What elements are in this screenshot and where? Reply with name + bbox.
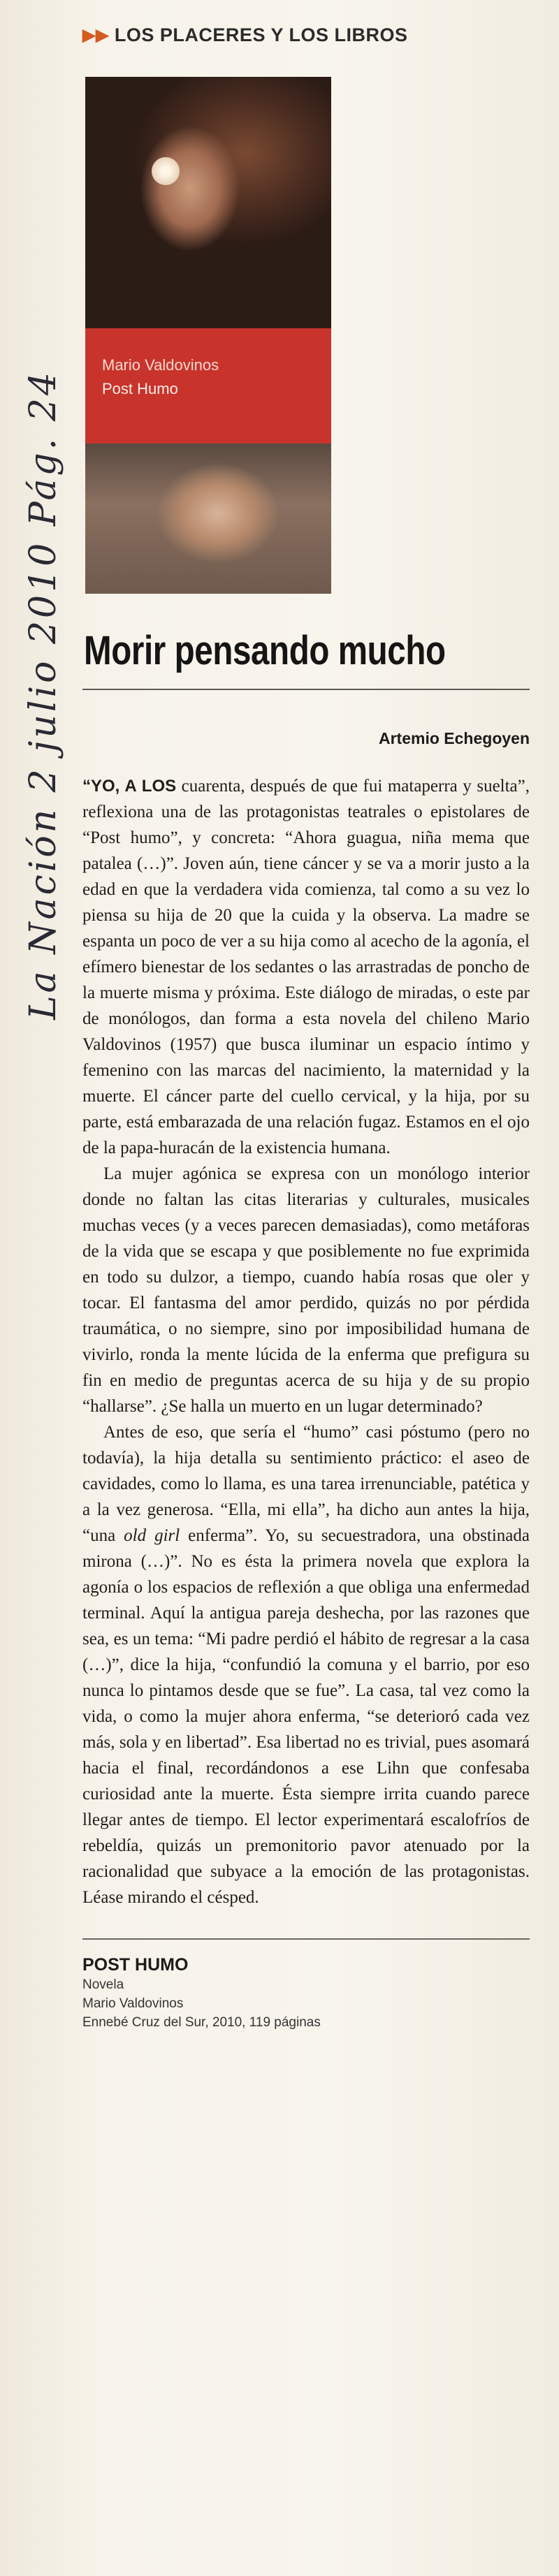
double-arrow-icon: ▶▶ <box>82 25 109 45</box>
paragraph-1 <box>82 773 530 1161</box>
book-info-genre: Novela <box>82 1977 124 1992</box>
paragraph-3 <box>82 1419 530 1910</box>
book-info-publisher: Ennebé Cruz del Sur, 2010, 119 páginas <box>82 2015 321 2030</box>
article-body <box>82 773 530 1910</box>
paragraph-3-emphasis: old girl <box>124 1526 180 1545</box>
book-info-box <box>82 1955 530 2032</box>
article-column <box>82 21 530 2032</box>
book-info-author: Mario Valdovinos <box>82 1996 184 2011</box>
cover-title-band <box>85 328 331 444</box>
section-title: LOS PLACERES Y LOS LIBROS <box>114 24 408 45</box>
flower-icon <box>152 157 180 185</box>
divider <box>82 689 530 690</box>
cover-portrait-bottom <box>85 444 331 594</box>
handwritten-margin-note: La Nación 2 julio 2010 Pág. 24 <box>22 369 64 1020</box>
book-info-title: POST HUMO <box>82 1955 189 1975</box>
section-header <box>82 21 530 49</box>
lead-in: “YO, A LOS <box>82 777 177 796</box>
paragraph-1-text: cuarenta, después de que fui mataperra y suelta”, reflexiona una de las protagonistas teatrales o epistolares de “Post humo”, y concreta: “Ahora guagua, niña mema que patalea (…)”. Joven aún, tiene cáncer y se va a morir justo a la edad en que la verdadera vida comienza, tal como a su vez lo piensa su hija de 20 que la cuida y la observa. La madre se espanta un poco de ver a su hija como al acecho de la agonía, el efímero bienestar de los sedantes o las arrastradas de poncho de la muerte misma y próxima. Este diálogo de miradas, o este par de monólogos, dan forma a esta novela del chileno Mario Valdovinos (1957) que busca iluminar un espacio íntimo y femenino con las marcas del nacimiento, la maternidad y la muerte. El cáncer parte del cuello cervical, y la hija, por su parte, está embarazada de una relación fugaz. Estamos en el ojo de la papa-huracán de la existencia humana. <box>82 777 530 1157</box>
divider <box>82 1938 530 1940</box>
cover-portrait-top <box>85 77 331 328</box>
cover-title: Post Humo <box>102 380 178 397</box>
paragraph-2: La mujer agónica se expresa con un monólogo interior donde no faltan las citas literarias y culturales, musicales muchas veces (y a veces parecen demasiadas), como metáforas de la vida que se escapa y que posiblemente no fue exprimida en todo su dulzor, a tiempo, cuando había rosas que oler y tocar. El fantasma del amor perdido, quizás no por pérdida traumática, o no siempre, sino por imposibilidad humana de vivirlo, ronda la mente lúcida de la enferma que prefigura su fin en medio de preguntas acerca de su hija y de su propio “hallarse”. ¿Se halla un muerto en un lugar determinado? <box>82 1164 530 1416</box>
paragraph-3-text-a: Antes de eso, que sería el “humo” casi póstumo (pero no todavía), la hija detalla su sentimiento práctico: el aseo de cavidades, como lo llama, es una tarea irrenunciable, patética y a la vez generosa. “Ella, mi ella”, ha dicho aun antes la hija, “una <box>82 1423 530 1545</box>
paragraph-3-text-b: enferma”. Yo, su secuestradora, una obstinada mirona (…)”. No es ésta la primera novela que explora la agonía o los espacios de reflexión a que obliga una enfermedad terminal. Aquí la antigua pareja deshecha, por las razones que sea, es un tema: “Mi padre perdió el hábito de regresar a la casa (…)”, dice la hija, “confundió la comuna y el barrio, por eso nunca lo pintamos desde que se fue”. La casa, tal vez como la vida, o como la mujer ahora enferma, “se deterioró cada vez más, sola y en libertad”. Esa libertad no es trivial, pues asomará hacia el final, recordándonos a ese Lihn que confesaba curiosidad ante la muerte. Ésta siempre irrita cuando parece llegar antes de tiempo. El lector experimentará escalofríos de rebeldía, quizás un premonitorio pavor atenuado por la racionalidad que subyace a la emoción de las protagonistas. Léase mirando el césped. <box>82 1526 530 1907</box>
cover-author: Mario Valdovinos <box>102 356 219 374</box>
article-headline: Morir pensando mucho <box>84 628 446 673</box>
book-cover-image <box>85 77 331 594</box>
article-byline: Artemio Echegoyen <box>379 729 530 747</box>
